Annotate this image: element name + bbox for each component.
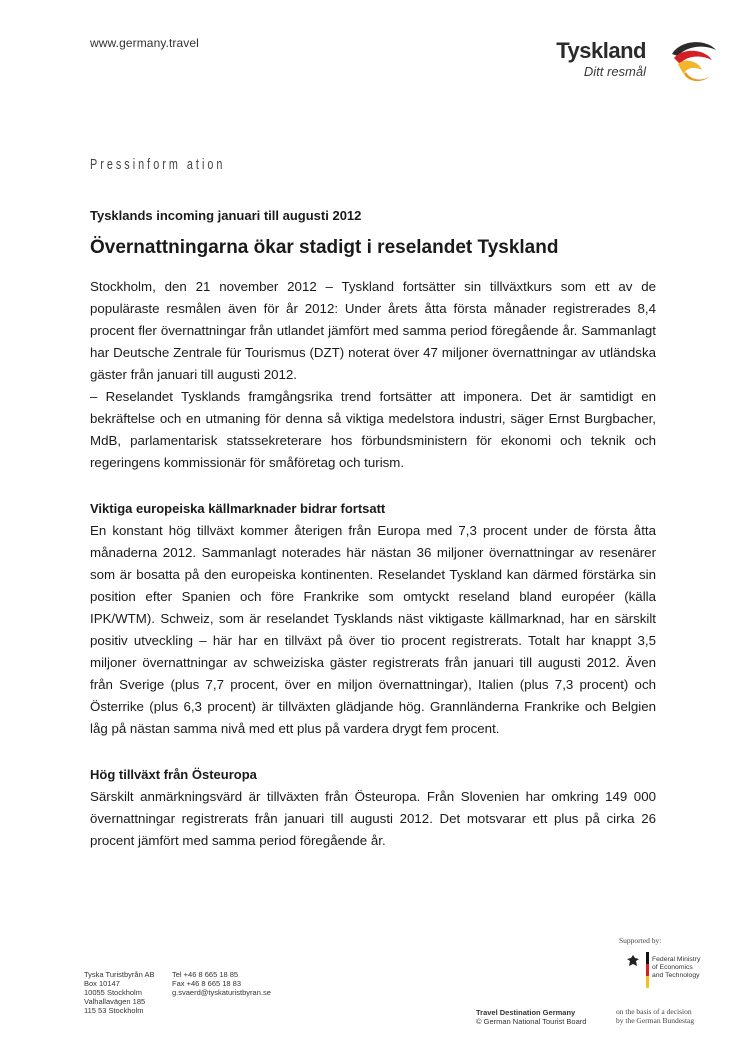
contact-fax: Fax +46 8 665 18 83 xyxy=(172,979,242,988)
logo-title: Tyskland xyxy=(556,38,646,63)
ministry-name xyxy=(652,956,700,980)
eagle-icon xyxy=(626,954,640,968)
section-heading-east-europe: Hög tillväxt från Östeuropa xyxy=(90,767,257,782)
decision-line: on the basis of a decision xyxy=(616,1007,692,1016)
website-url: www.germany.travel xyxy=(90,36,199,50)
logo-subtitle: Ditt resmål xyxy=(583,64,646,79)
ministry-line: Federal Ministry xyxy=(652,956,701,963)
section-text-europe: En konstant hög tillväxt kommer återigen från Europa med 7,3 procent under de första åtta månaderna 2012. Sammanlagt noterades här nästan 36 miljoner övernattningar av resenärer som är bosatta på den europeiska kontinenten. Reselandet Tyskland kan därmed förstärka sin position efter Spanien och före Frankrike som omtyckt reseland bland européer (källa IPK/WTM). Schweiz, som är reselandet Tysklands näst viktigaste källmarknad, har en särskilt positiv utveckling – här har en tillväxt på över tio procent registrerats. Totalt har knappt 3,5 miljoner övernattningar av schweiziska gäster registrerats från januari till augusti 2012. Även från Sverige (plus 7,7 procent, över en miljon övernattningar), Italien (plus 7,3 procent) och Österrike (plus 6,3 procent) är tillväxten glädjande hög. Grannländerna Frankrike och Belgien låg på nästan samma nivå med ett plus på vardera drygt fem procent. xyxy=(90,523,656,736)
tdg-subtitle: © German National Tourist Board xyxy=(476,1017,587,1026)
footer-address xyxy=(84,970,154,1015)
address-line: Tyska Turistbyrån AB xyxy=(84,970,155,979)
logo-swoosh-icon xyxy=(654,34,720,86)
article-headline: Övernattningarna ökar stadigt i reselandet Tyskland xyxy=(90,237,559,258)
address-line: Valhallavägen 185 xyxy=(84,997,146,1006)
address-line: 115 53 Stockholm xyxy=(84,1006,144,1015)
ministry-line: of Economics xyxy=(652,964,693,971)
address-line: 10055 Stockholm xyxy=(84,988,142,997)
tdg-title: Travel Destination Germany xyxy=(476,1008,576,1017)
press-information-label: Pressinform ation xyxy=(90,156,226,173)
contact-email: g.svaerd@tyskaturistbyran.se xyxy=(172,988,271,997)
footer-contact xyxy=(172,970,271,997)
contact-phone: Tel +46 8 665 18 85 xyxy=(172,970,239,979)
article-kicker: Tysklands incoming januari till augusti 2012 xyxy=(90,208,362,223)
decision-note xyxy=(616,1007,694,1025)
ministry-line: and Technology xyxy=(652,972,700,979)
address-line: Box 10147 xyxy=(84,979,120,988)
quote-paragraph: – Reselandet Tysklands framgångsrika trend fortsätter att imponera. Det är samtidigt en bekräftelse och en utmaning för denna så viktiga medelstora industri, säger Ernst Burgbacher, MdB, parlamentarisk statssekreterare hos förbundsministern för ekonomi och teknik och regeringens kommissionär för småföretag och turism. xyxy=(90,389,656,470)
intro-paragraph: Stockholm, den 21 november 2012 – Tyskland fortsätter sin tillväxtkurs som ett av de populäraste resmålen även för år 2012: Under årets åtta första månader registrerades 8,4 procent fler övernattningar från utlandet jämfört med samma period föregående år. Sammanlagt har Deutsche Zentrale für Tourismus (DZT) noterat över 47 miljoner övernattningar av utländska gäster från januari till augusti 2012. xyxy=(90,279,656,382)
supported-by-label: Supported by: xyxy=(619,936,662,945)
flag-stripe-icon xyxy=(646,952,649,988)
footer-tdg xyxy=(476,1008,586,1026)
section-heading-europe: Viktiga europeiska källmarknader bidrar fortsatt xyxy=(90,501,386,516)
ministry-logo xyxy=(626,952,726,992)
article xyxy=(90,208,656,852)
tyskland-logo xyxy=(540,34,720,86)
section-text-east-europe: Särskilt anmärkningsvärd är tillväxten från Östeuropa. Från Slovenien har omkring 149 000 övernattningar registrerats från januari till augusti 2012. Det motsvarar ett plus på cirka 26 procent jämfört med samma period föregående år. xyxy=(90,789,656,848)
decision-line: by the German Bundestag xyxy=(616,1016,695,1025)
